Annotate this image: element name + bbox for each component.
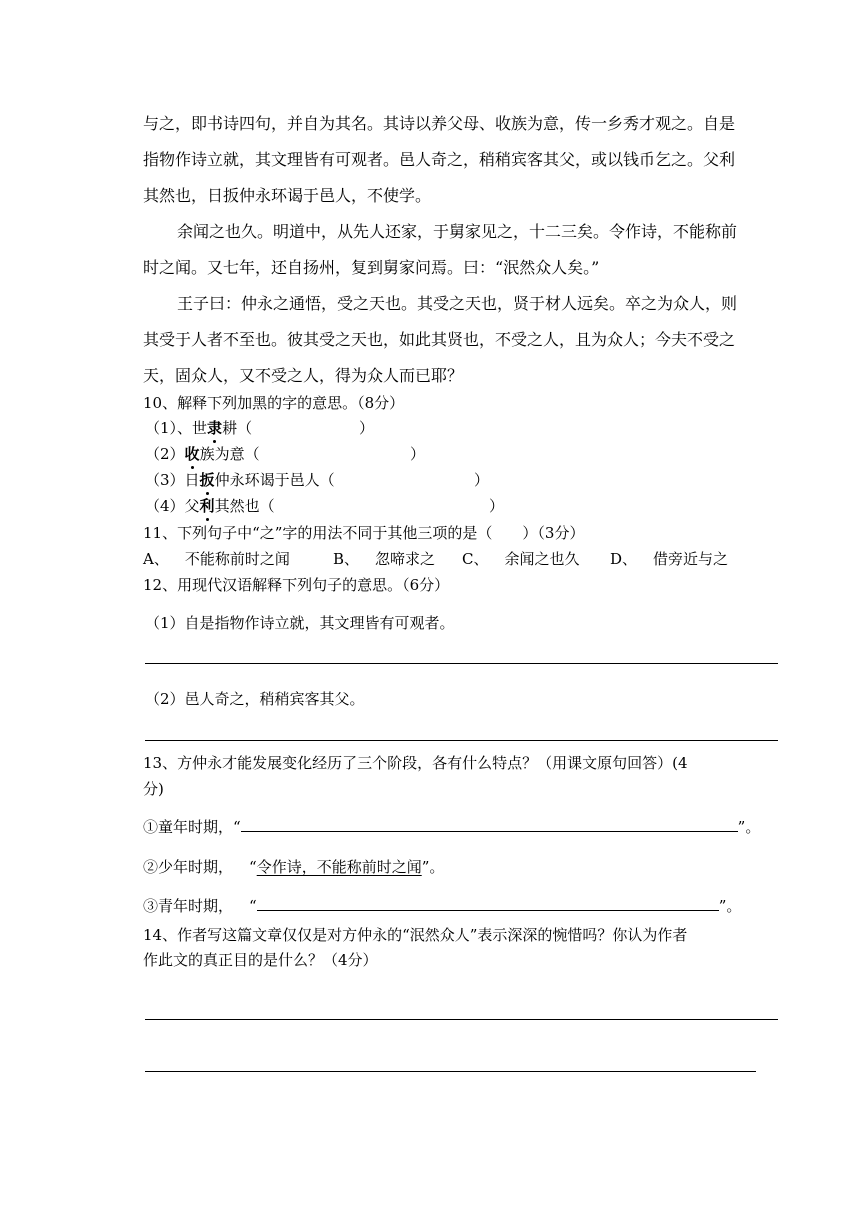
- q11-option-a-label: A、: [143, 550, 169, 568]
- q10-item-4-prefix: （4）父: [145, 497, 200, 515]
- q10-item-4-suffix: 其然也（: [214, 497, 275, 515]
- q10-item-2-suffix: 族为意（: [199, 445, 260, 463]
- q11-option-c-label: C、: [462, 550, 489, 568]
- q10-item-3-suffix: 仲永环谒于邑人（: [214, 471, 335, 489]
- passage-line-6: 王子曰：仲永之通悟，受之天也。其受之天也，贤于材人远矣。卒之为众人，则: [177, 294, 738, 313]
- q13-stage-1: [143, 816, 760, 837]
- q10-item-4-key: 利: [199, 497, 215, 515]
- q13-stage-1-label: ①童年时期，“: [143, 818, 241, 836]
- q11-option-b-label: B、: [333, 550, 360, 568]
- q10-item-2-key: 收: [184, 445, 200, 463]
- q12-sentence-1: （1）自是指物作诗立就，其文理皆有可观者。: [145, 614, 455, 632]
- passage-line-3: 其然也，日扳仲永环谒于邑人，不使学。: [143, 186, 432, 205]
- q10-title: 10、解释下列加黑的字的意思。（8分）: [143, 394, 405, 412]
- q10-item-1: [145, 417, 252, 438]
- q13-stage-3-open: “: [249, 897, 257, 915]
- q13-stage-2-end: ”。: [421, 858, 445, 876]
- q14-title-line-1: 14、作者写这篇文章仅仅是对方仲永的“泯然众人”表示深深的惋惜吗？你认为作者: [143, 926, 688, 944]
- passage-line-5: 时之闻。又七年，还自扬州，复到舅家问焉。曰：“泯然众人矣。”: [143, 258, 600, 277]
- q11-option-b-text: 忽啼求之: [375, 550, 436, 568]
- passage-line-4: 余闻之也久。明道中，从先人还家，于舅家见之，十二三矣。令作诗，不能称前: [177, 222, 738, 241]
- q11-option-d-text: 借旁近与之: [653, 550, 729, 568]
- q10-item-3: [145, 469, 335, 490]
- passage-line-7: 其受于人者不至也。彼其受之天也，如此其贤也，不受之人，且为众人；今夫不受之: [143, 330, 736, 349]
- q12-sentence-2: （2）邑人奇之，稍稍宾客其父。: [145, 690, 365, 708]
- q13-stage-3-blank[interactable]: [257, 909, 719, 911]
- q13-stage-3-label: ③青年时期，: [143, 897, 234, 915]
- q10-item-3-close: ）: [474, 471, 490, 489]
- q10-item-1-close: ）: [359, 419, 375, 437]
- q10-item-1-suffix: 耕（: [222, 419, 253, 437]
- q13-stage-2-answer: 令作诗，不能称前时之闻: [256, 858, 422, 876]
- q13-stage-2-open: “: [249, 858, 257, 876]
- q12-answer-line-1[interactable]: [145, 663, 778, 664]
- q13-stage-3-end: ”。: [718, 897, 742, 915]
- q13-title-line-2: 分): [143, 780, 164, 798]
- q13-title-line-1: 13、方仲永才能发展变化经历了三个阶段，各有什么特点？（用课文原句回答）(4: [143, 754, 688, 772]
- q10-item-3-prefix: （3）日: [145, 471, 200, 489]
- passage-line-2: 指物作诗立就，其文理皆有可观者。邑人奇之，稍稍宾客其父，或以钱币乞之。父利: [143, 150, 736, 169]
- q11-option-d-label: D、: [610, 550, 638, 568]
- q13-stage-2: [143, 856, 444, 877]
- q10-item-4: [145, 495, 275, 516]
- q11-option-c-text: 余闻之也久: [504, 550, 580, 568]
- q10-item-2-close: ）: [410, 445, 426, 463]
- passage-line-8: 天，固众人，又不受之人，得为众人而已耶？: [143, 366, 464, 385]
- q11-option-d: [610, 548, 728, 569]
- q10-item-3-key: 扳: [199, 471, 215, 489]
- q13-stage-1-blank[interactable]: [241, 830, 738, 832]
- q10-item-2-prefix: （2）: [145, 445, 185, 463]
- q11-title: 11、下列句子中“之”字的用法不同于其他三项的是（ ）（3分）: [143, 524, 585, 542]
- q10-item-2: [145, 443, 260, 464]
- q14-title-line-2: 作此文的真正目的是什么？（4分）: [143, 951, 378, 969]
- passage-line-1: 与之，即书诗四句，并自为其名。其诗以养父母、收族为意，传一乡秀才观之。自是: [143, 114, 736, 133]
- q11-option-a-text: 不能称前时之闻: [184, 550, 290, 568]
- q11-option-c: [462, 548, 580, 569]
- q14-answer-line-1[interactable]: [145, 1019, 778, 1020]
- q11-option-a: [143, 548, 290, 569]
- q14-answer-line-2[interactable]: [145, 1071, 756, 1072]
- q12-answer-line-2[interactable]: [145, 740, 778, 741]
- q10-item-1-key: 隶: [207, 419, 223, 437]
- q11-option-b: [333, 548, 435, 569]
- q13-stage-3: [143, 895, 741, 916]
- q13-stage-1-end: ”。: [737, 818, 761, 836]
- q10-item-4-close: ）: [489, 497, 505, 515]
- q12-title: 12、用现代汉语解释下列句子的意思。（6分）: [143, 576, 450, 594]
- q10-item-1-prefix: （1）、世: [145, 419, 208, 437]
- q13-stage-2-label: ②少年时期，: [143, 858, 234, 876]
